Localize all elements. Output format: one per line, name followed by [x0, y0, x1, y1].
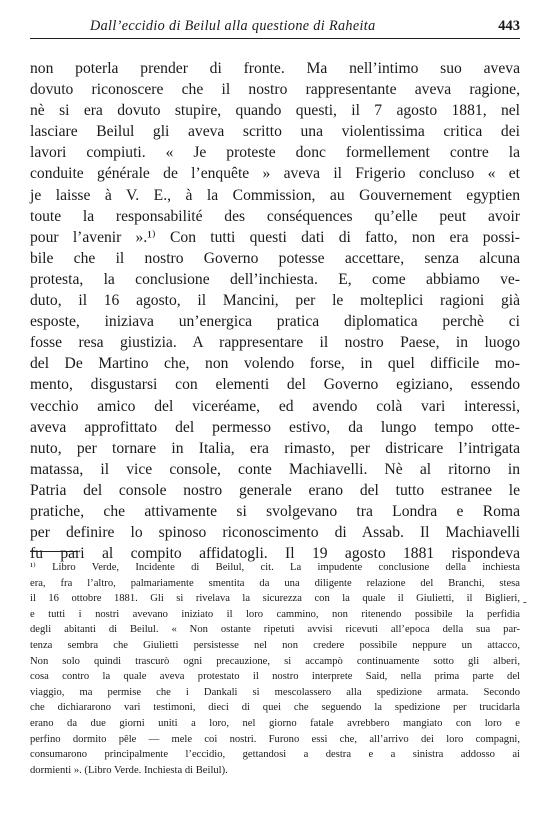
text-line: lavori compiuti. « Je proteste donc formellement contre la — [30, 144, 520, 162]
text-line: lasciare Beilul gli aveva scritto una violentissima critica dei — [30, 123, 520, 141]
text-line: per definire lo spinoso riconoscimento di Assab. Il Machiavelli — [30, 524, 520, 542]
footnote-rule — [30, 551, 78, 552]
text-line: nuto, per tornare in Italia, era rimasto, per districare l’intrigata — [30, 439, 520, 457]
text-line: fu pari al compito affidatogli. Il 19 agosto 1881 rispondeva — [30, 545, 520, 563]
text-line: non poterla prender di fronte. Ma nell’intimo suo aveva — [30, 60, 520, 77]
body-text — [30, 58, 520, 564]
footnote-line: viaggio, ma permise che i Dankali si mescolassero alla spedizione armata. Secondo — [30, 686, 520, 698]
text-line: duto, il 16 agosto, il Mancini, per le molteplici ragioni già — [30, 292, 520, 310]
text-line: conduite générale de l’enquête » aveva il Frigerio concluso « et — [30, 165, 520, 183]
text-line: pour l’avenir ».¹⁾ Con tutti questi dati di fatto, non era possi- — [30, 228, 520, 246]
text-line: aveva approfittato del permesso estivo, da lungo tempo otte- — [30, 418, 520, 436]
text-line: matassa, il vice console, conte Machiavelli. Nè al ritorno in — [30, 460, 520, 478]
footnote-line: e tutti i nostri avevano iniziato il loro cammino, non ritenendo possibile la perfidia — [30, 608, 520, 620]
text-line: pratiche, che attivamente si svolgevano tra Londra e Roma — [30, 502, 520, 520]
footnote-line: era, fra l’altro, palmariamente smentita da una diligente relazione del Branchi, stesa — [30, 577, 520, 589]
text-line: mento, disgustarsi con elementi del Governo egiziano, essendo — [30, 376, 520, 394]
text-line: Patria del console nostro generale erano del tutto estranee le — [30, 481, 520, 499]
page-header — [30, 16, 520, 39]
text-line: dovuto riconoscere che il nostro rappresentante aveva ragione, — [30, 81, 520, 99]
footnote — [30, 560, 520, 778]
footnote-line: Non solo quindi trascurò ogni precauzione, si accampò continuamente sotto gli alberi, — [30, 655, 520, 667]
footnote-line: degli abitanti di Beilul. « Non ostante ripetuti avvisi ricevuti all’epoca della sua par- — [30, 624, 520, 636]
footnote-line: dormienti ». (Libro Verde. Inchiesta di Beilul). — [30, 764, 228, 776]
footnote-line: perfino dormito pêle — mele coi nostri. Furono essi che, all’arrivo dei loro compagni, — [30, 733, 520, 745]
text-line: toute la responsabilité des conséquences qu’elle peut avoir — [30, 207, 520, 225]
footnote-line: cosa contro la quale aveva protestato il nostro interprete Said, nella prima parte del — [30, 671, 520, 683]
text-line: protesta, la conclusione dell’inchiesta. E, come abbiamo ve- — [30, 270, 520, 288]
footnote-line: il 16 ottobre 1881. Gli si rivelava la sicurezza con la quale il Giulietti, il Biglieri, — [30, 593, 520, 605]
text-line: nè si era dovuto stupire, quando questi, il 7 agosto 1881, nel — [30, 102, 520, 120]
text-line: fosse resa giustizia. A rappresentare il nostro Paese, in luogo — [30, 334, 520, 352]
footnote-line: consumarono principalmente l’eccidio, gettandosi a destra e a sinistra addosso ai — [30, 749, 520, 761]
text-line: vecchio amico del viceréame, ed avendo colà vari interessi, — [30, 397, 520, 415]
text-line: je laisse à V. E., à la Commission, au Gouvernement egyptien — [30, 186, 520, 204]
footnote-line: tenza sembra che Giulietti persistesse nel non credere possibile neppure un attacco, — [30, 639, 520, 651]
footnote-line: erano da due giorni uniti a loro, nel giorno fatale avrebbero mangiato con loro e — [30, 717, 520, 729]
running-head: Dall’eccidio di Beilul alla questione di Raheita — [90, 18, 376, 34]
footnote-line: che dichiararono vari testimoni, dieci di quei che seguendo la spedizione per trucidarla — [30, 702, 520, 714]
text-line: bile che il nostro Governo potesse accettare, senza alcuna — [30, 249, 520, 267]
margin-mark: - — [523, 596, 527, 608]
text-line: del De Martino che, non volendo forse, in quel difficile mo- — [30, 355, 520, 373]
footnote-line: ¹⁾ Libro Verde, Incidente di Beilul, cit. La impudente conclusione della inchiesta — [30, 562, 520, 573]
text-line: esposte, iniziava un’energica pratica diplomatica perchè ci — [30, 313, 520, 331]
page-number: 443 — [498, 18, 520, 34]
